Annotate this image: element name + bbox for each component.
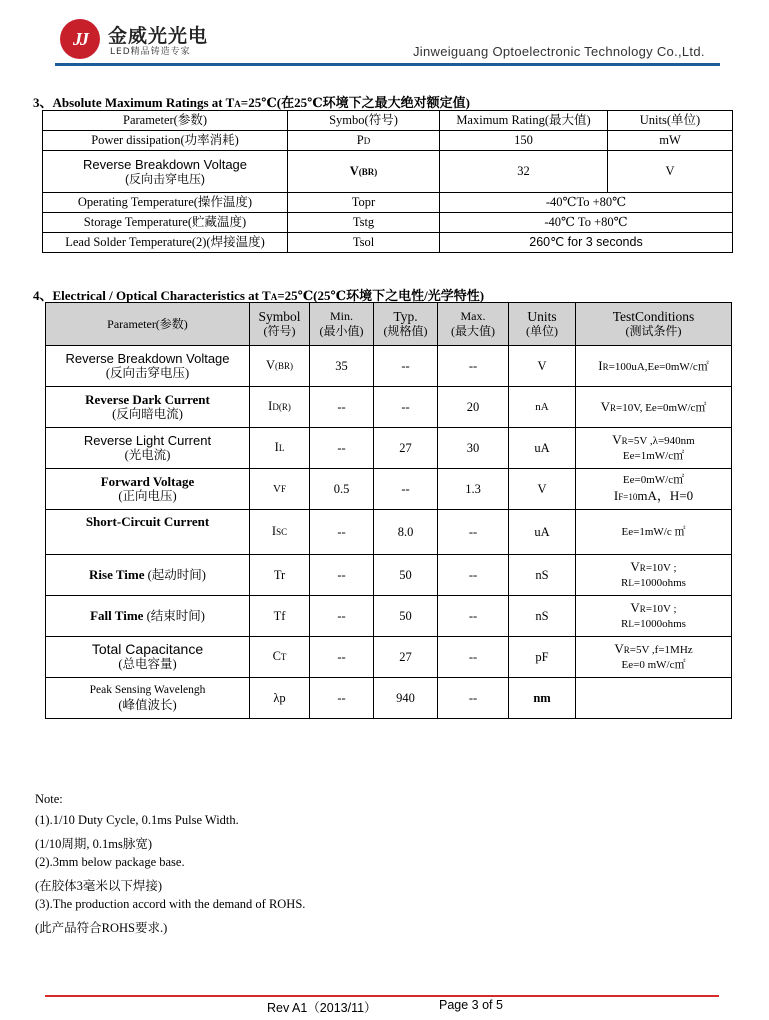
typ-cell: 940 (374, 678, 438, 719)
symbol-cell: λp (250, 678, 310, 719)
table-row (43, 193, 733, 213)
min-cell: -- (310, 678, 374, 719)
min-cell: -- (310, 428, 374, 469)
param-cell: Operating Temperature(操作温度) (43, 193, 288, 213)
table-row (46, 387, 732, 428)
min-cell: -- (310, 596, 374, 637)
symbol-cell: Tf (250, 596, 310, 637)
max-cell: -- (438, 510, 509, 555)
typ-cell: 50 (374, 555, 438, 596)
company-name-cn: 金威光光电 (108, 25, 209, 47)
table-row (43, 131, 733, 151)
header-units: Units (单位) (509, 303, 576, 346)
max-cell: 1.3 (438, 469, 509, 510)
unit-cell: nm (509, 678, 576, 719)
table-row (46, 596, 732, 637)
symbol-cell: VF (250, 469, 310, 510)
unit-cell: uA (509, 510, 576, 555)
max-cell: 20 (438, 387, 509, 428)
company-name-en: Jinweiguang Optoelectronic Technology Co.,Ltd. (413, 44, 705, 59)
max-cell: -- (438, 346, 509, 387)
symbol-cell: PD (288, 131, 440, 151)
typ-cell: 27 (374, 428, 438, 469)
table-row (46, 555, 732, 596)
table-row (46, 428, 732, 469)
max-cell: -- (438, 596, 509, 637)
value-cell: -40℃ To +80℃ (440, 213, 733, 233)
section3-title: 3、Absolute Maximum Ratings at TA=25℃(在25℃环境下之最大绝对额定值) (33, 95, 471, 110)
table-header-row (46, 303, 732, 346)
unit-cell: nS (509, 596, 576, 637)
unit-cell: V (608, 151, 733, 193)
unit-cell: uA (509, 428, 576, 469)
typ-cell: 27 (374, 637, 438, 678)
value-cell: 150 (440, 131, 608, 151)
header-min: Min. (最小值) (310, 303, 374, 346)
condition-cell: VR=5V ,f=1MHz Ee=0 mW/c㎡ (576, 637, 732, 678)
symbol-cell: ISC (250, 510, 310, 555)
max-cell: -- (438, 637, 509, 678)
header-divider (55, 63, 720, 66)
symbol-cell: Topr (288, 193, 440, 213)
condition-cell: Ee=0mW/c㎡ IF=10mA，H=0 (576, 469, 732, 510)
max-cell: 30 (438, 428, 509, 469)
section4-title: 4、Electrical / Optical Characteristics at TA=25℃(25℃环境下之电性/光学特性) (33, 288, 485, 303)
electrical-optical-table (45, 302, 732, 719)
unit-cell: pF (509, 637, 576, 678)
condition-cell: VR=5V ,λ=940nm Ee=1mW/c㎡ (576, 428, 732, 469)
condition-cell: VR=10V ; RL=1000ohms (576, 555, 732, 596)
symbol-cell: Tsol (288, 233, 440, 253)
table-row (43, 213, 733, 233)
condition-cell: IR=100uA,Ee=0mW/c㎡ (576, 346, 732, 387)
typ-cell: 50 (374, 596, 438, 637)
unit-cell: mW (608, 131, 733, 151)
value-cell: -40℃To +80℃ (440, 193, 733, 213)
min-cell: -- (310, 387, 374, 428)
param-cell: Lead Solder Temperature(2)(焊接温度) (43, 233, 288, 253)
param-cell: Storage Temperature(贮藏温度) (43, 213, 288, 233)
param-cell: Fall Time (结束时间) (46, 596, 250, 637)
typ-cell: 8.0 (374, 510, 438, 555)
header-max: Max. (最大值) (438, 303, 509, 346)
note-line: (此产品符合ROHS要求.) (35, 921, 168, 935)
param-cell: Reverse Breakdown Voltage (反向击穿电压) (43, 151, 288, 193)
company-slogan: LED精品铸造专家 (110, 47, 191, 57)
typ-cell: -- (374, 346, 438, 387)
symbol-cell: IL (250, 428, 310, 469)
min-cell: -- (310, 637, 374, 678)
param-cell: Total Capacitance (总电容量) (46, 637, 250, 678)
note-line: (3).The production accord with the demand of ROHS. (35, 897, 306, 911)
table-row (43, 233, 733, 253)
header-typ: Typ. (规格值) (374, 303, 438, 346)
param-cell: Power dissipation(功率消耗) (43, 131, 288, 151)
revision-label: Rev A1（2013/11） (267, 1001, 377, 1015)
value-cell: 32 (440, 151, 608, 193)
table-row (46, 469, 732, 510)
param-cell: Short-Circuit Current (46, 510, 250, 555)
absolute-max-ratings-table (42, 110, 733, 253)
header-cell: Symbo(符号) (288, 111, 440, 131)
unit-cell: V (509, 346, 576, 387)
unit-cell: V (509, 469, 576, 510)
min-cell: -- (310, 510, 374, 555)
symbol-cell: Tstg (288, 213, 440, 233)
symbol-cell: CT (250, 637, 310, 678)
typ-cell: -- (374, 387, 438, 428)
symbol-cell: ID(R) (250, 387, 310, 428)
value-cell: 260℃ for 3 seconds (440, 233, 733, 253)
header-symbol: Symbol (符号) (250, 303, 310, 346)
min-cell: -- (310, 555, 374, 596)
table-row (46, 510, 732, 555)
unit-cell: nA (509, 387, 576, 428)
min-cell: 35 (310, 346, 374, 387)
param-cell: Reverse Breakdown Voltage (反向击穿电压) (46, 346, 250, 387)
note-line: (在胶体3毫米以下焊接) (35, 879, 163, 893)
param-cell: Reverse Light Current (光电流) (46, 428, 250, 469)
note-line: (1).1/10 Duty Cycle, 0.1ms Pulse Width. (35, 813, 239, 827)
footer-divider (45, 995, 719, 997)
param-cell: Peak Sensing Wavelengh (峰值波长) (46, 678, 250, 719)
header-cell: Maximum Rating(最大值) (440, 111, 608, 131)
company-logo: JJ (60, 19, 100, 59)
note-line: (1/10周期, 0.1ms脉宽) (35, 837, 153, 851)
note-line: (2).3mm below package base. (35, 855, 185, 869)
param-cell: Forward Voltage (正向电压) (46, 469, 250, 510)
condition-cell (576, 678, 732, 719)
symbol-cell: V(BR) (250, 346, 310, 387)
header-cell: Units(单位) (608, 111, 733, 131)
table-row (46, 678, 732, 719)
table-row (46, 346, 732, 387)
page-number: Page 3 of 5 (439, 998, 503, 1012)
condition-cell: Ee=1mW/c ㎡ (576, 510, 732, 555)
table-row (46, 637, 732, 678)
max-cell: -- (438, 678, 509, 719)
max-cell: -- (438, 555, 509, 596)
header-conditions: TestConditions (测试条件) (576, 303, 732, 346)
header-param: Parameter(参数) (46, 303, 250, 346)
table-header-row (43, 111, 733, 131)
note-heading: Note: (35, 792, 63, 806)
condition-cell: VR=10V, Ee=0mW/c㎡ (576, 387, 732, 428)
symbol-cell: Tr (250, 555, 310, 596)
param-cell: Rise Time (起动时间) (46, 555, 250, 596)
min-cell: 0.5 (310, 469, 374, 510)
param-cell: Reverse Dark Current (反向暗电流) (46, 387, 250, 428)
condition-cell: VR=10V ; RL=1000ohms (576, 596, 732, 637)
typ-cell: -- (374, 469, 438, 510)
symbol-cell: V(BR) (288, 151, 440, 193)
table-row (43, 151, 733, 193)
header-cell: Parameter(参数) (43, 111, 288, 131)
unit-cell: nS (509, 555, 576, 596)
